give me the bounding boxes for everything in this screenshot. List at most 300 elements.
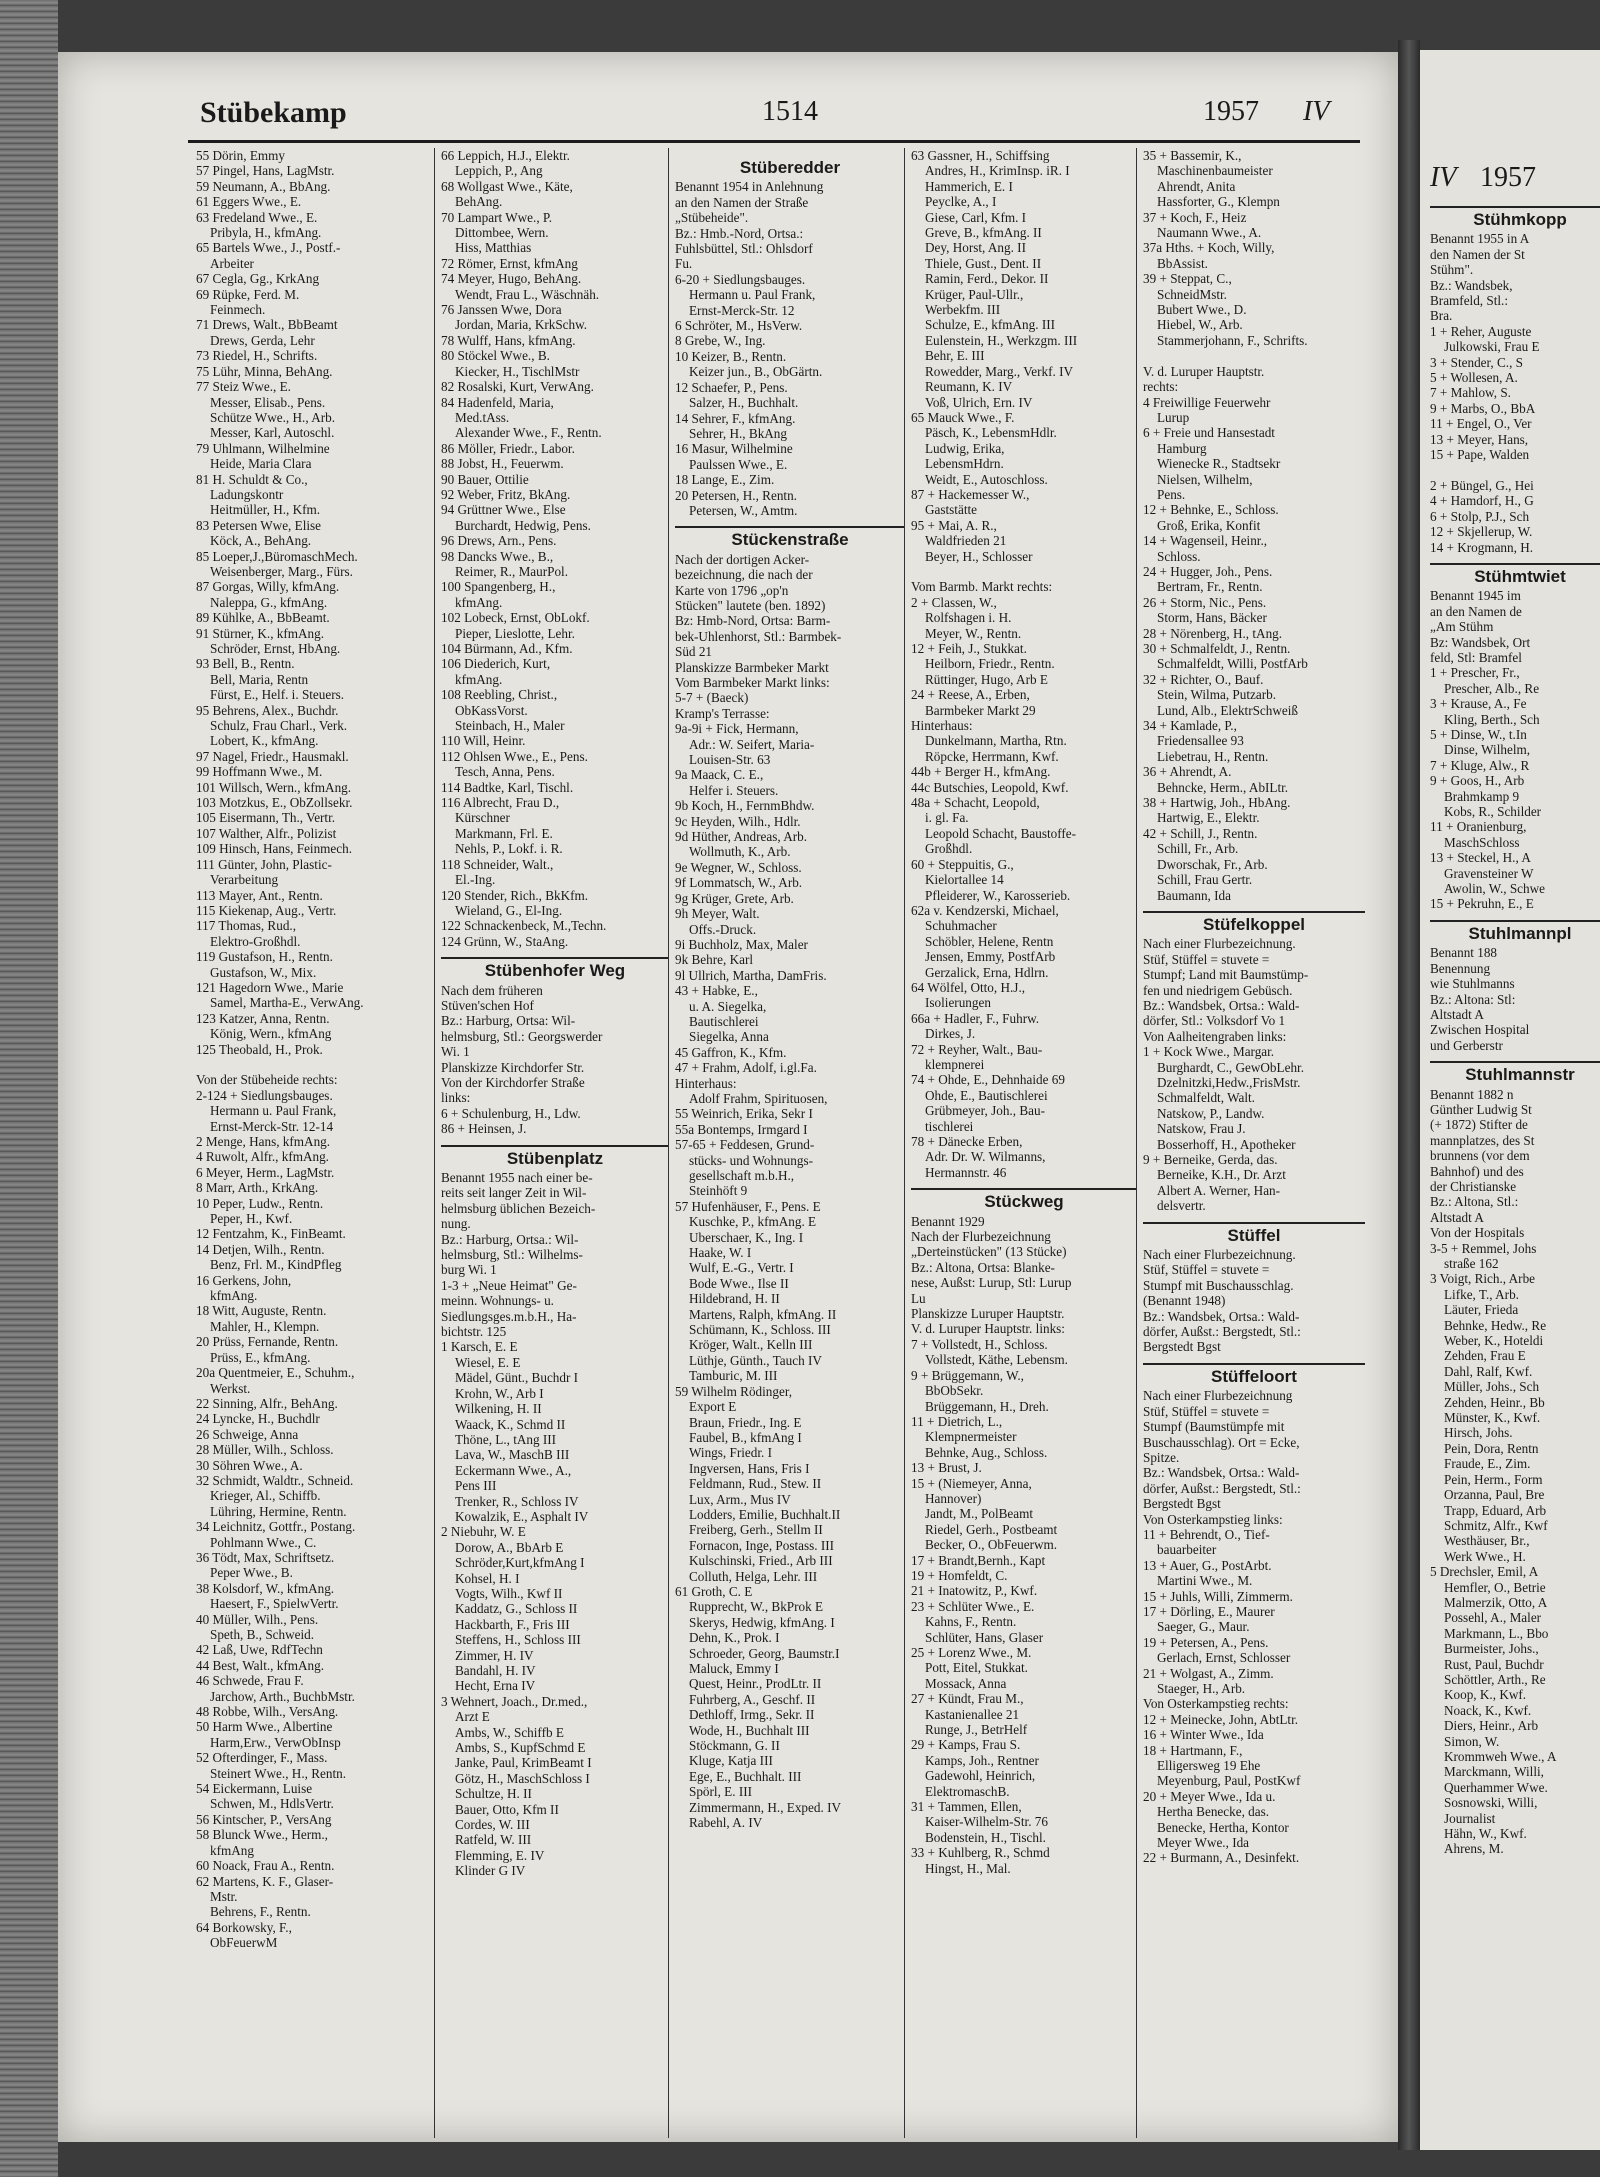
directory-entry: rechts: [1143, 379, 1179, 395]
directory-entry: Mstr. [210, 1888, 238, 1904]
directory-entry: Meyer, W., Rentn. [925, 625, 1022, 641]
directory-entry: Schlüter, Hans, Glaser [925, 1629, 1044, 1645]
directory-entry: SchneidMstr. [1157, 286, 1227, 302]
directory-entry: „Derteinstücken" (13 Stücke) [911, 1244, 1067, 1260]
directory-entry: 99 Hoffmann Wwe., M. [196, 764, 323, 780]
directory-entry: 69 Rüpke, Ferd. M. [196, 286, 300, 302]
directory-entry: Heide, Maria Clara [210, 456, 312, 472]
directory-entry: ObKassVorst. [455, 702, 528, 718]
directory-entry: Steffens, H., Schloss III [455, 1632, 581, 1648]
directory-entry: Bahnhof) und des [1430, 1163, 1524, 1179]
directory-entry: Prescher, Alb., Re [1444, 680, 1540, 696]
directory-entry: 9g Krüger, Grete, Arb. [675, 890, 794, 906]
directory-entry: Hinterhaus: [675, 1075, 737, 1091]
directory-entry: Pein, Dora, Rentn [1444, 1440, 1539, 1456]
directory-entry: 21 + Inatowitz, P., Kwf. [911, 1583, 1038, 1599]
directory-entry: bek-Uhlenhorst, Stl.: Barmbek- [675, 628, 842, 644]
directory-entry: 110 Will, Heinr. [441, 733, 526, 749]
directory-entry: Markmann, Frl. E. [455, 825, 553, 841]
directory-entry: Runge, J., BetrHelf [925, 1722, 1028, 1738]
directory-entry: Weidt, E., Autoschloss. [925, 471, 1048, 487]
directory-entry: 37a Hths. + Koch, Willy, [1143, 240, 1275, 256]
directory-entry: Brahmkamp 9 [1444, 788, 1520, 804]
directory-entry: 6 Meyer, Herm., LagMstr. [196, 1164, 335, 1180]
directory-entry: 125 Theobald, H., Prok. [196, 1041, 323, 1057]
directory-entry: 39 + Steppat, C., [1143, 271, 1232, 287]
directory-entry: Weber, K., Hoteldi [1444, 1333, 1544, 1349]
directory-entry: Stumpf; Land mit Baumstümp- [1143, 967, 1309, 983]
directory-entry: Bodenstein, H., Tischl. [925, 1829, 1046, 1845]
directory-entry: 11 + Behrendt, O., Tief- [1143, 1526, 1270, 1542]
directory-entry: Hannover) [925, 1490, 982, 1506]
directory-entry: 4 + Hamdorf, H., G [1430, 493, 1534, 509]
directory-entry: „Am Stühm [1430, 619, 1494, 635]
directory-entry: 38 Kolsdorf, W., kfmAng. [196, 1580, 335, 1596]
directory-entry: 55a Bontemps, Irmgard I [675, 1121, 808, 1137]
directory-entry: 59 Wilhelm Rödinger, [675, 1383, 793, 1399]
directory-entry: 9h Meyer, Walt. [675, 906, 760, 922]
directory-entry: Pein, Herm., Form [1444, 1471, 1543, 1487]
directory-entry: 57 Hufenhäuser, F., Pens. E [675, 1198, 821, 1214]
directory-entry: Bell, Maria, Rentn [210, 671, 309, 687]
directory-entry: 24 Lyncke, H., Buchdlr [196, 1411, 320, 1427]
directory-entry: Ernst-Merck-Str. 12-14 [210, 1118, 334, 1134]
directory-entry: LebensmHdrn. [925, 456, 1004, 472]
directory-entry: 9b Koch, H., FernmBhdw. [675, 798, 815, 814]
directory-entry: (Benannt 1948) [1143, 1293, 1226, 1309]
directory-entry: Feldmann, Rud., Stew. II [689, 1476, 822, 1492]
directory-column-5 [1136, 148, 1365, 2138]
directory-entry: Zwischen Hospital [1430, 1022, 1530, 1038]
directory-entry: 96 Drews, Arn., Pens. [441, 533, 557, 549]
directory-entry: wie Stuhlmanns [1430, 976, 1515, 992]
directory-entry: 113 Mayer, Ant., Rentn. [196, 887, 323, 903]
directory-entry: Benennung [1430, 960, 1491, 976]
street-section-title: Stückweg [911, 1188, 1137, 1209]
directory-entry: Bz.: Harburg, Ortsa: Wil- [441, 1013, 576, 1029]
directory-entry: Wieland, G., El-Ing. [455, 902, 563, 918]
directory-entry: Münster, K., Kwf. [1444, 1410, 1541, 1426]
directory-entry: Querhammer Wwe. [1444, 1779, 1548, 1795]
directory-entry: nese, Außst: Lurup, Stl: Lurup [911, 1275, 1072, 1291]
directory-entry: Med.tAss. [455, 409, 510, 425]
directory-entry: 13 + Meyer, Hans, [1430, 431, 1529, 447]
directory-entry: Benannt 1955 in A [1430, 231, 1530, 247]
directory-entry: 67 Cegla, Gg., KrkAng [196, 271, 320, 287]
directory-entry: bichtstr. 125 [441, 1324, 507, 1340]
directory-entry: Schloss. [1157, 548, 1201, 564]
directory-entry: 109 Hinsch, Hans, Feinmech. [196, 841, 353, 857]
directory-column-2 [434, 148, 669, 2138]
directory-entry: Kahns, F., Rentn. [925, 1614, 1017, 1630]
directory-entry: 16 + Winter Wwe., Ida [1143, 1727, 1264, 1743]
directory-entry: Hähn, W., Kwf. [1444, 1826, 1527, 1842]
directory-entry: Günther Ludwig St [1430, 1101, 1532, 1117]
directory-entry: Hirsch, Johs. [1444, 1425, 1513, 1441]
directory-entry: Freiberg, Gerh., Stellm II [689, 1522, 823, 1538]
directory-entry: Reimer, R., MaurPol. [455, 563, 569, 579]
page-volume: IV [1303, 96, 1330, 127]
directory-entry: 118 Schneider, Walt., [441, 856, 554, 872]
book-gutter [1398, 40, 1420, 2150]
directory-entry: 72 + Reyher, Walt., Bau- [911, 1041, 1043, 1057]
directory-entry: Keizer jun., B., ObGärtn. [689, 364, 823, 380]
directory-entry: Bauer, Otto, Kfm II [455, 1801, 559, 1817]
directory-entry: Behr, E. III [925, 348, 985, 364]
directory-entry: 6 Schröter, M., HsVerw. [675, 318, 803, 334]
directory-entry: Krommweh Wwe., A [1444, 1749, 1557, 1764]
directory-entry: 62 Martens, K. F., Glaser- [196, 1873, 334, 1889]
directory-entry: Müller, Johs., Sch [1444, 1379, 1540, 1395]
directory-entry: Hermann u. Paul Frank, [210, 1103, 337, 1119]
directory-entry: Pfleiderer, W., Karosserieb. [925, 887, 1071, 903]
directory-entry: Schroeder, Georg, Baumstr.I [689, 1645, 840, 1661]
directory-entry: nung. [441, 1216, 471, 1232]
directory-entry: 63 Gassner, H., Schiffsing [911, 148, 1050, 163]
directory-entry: meinn. Wohnungs- u. [441, 1293, 554, 1309]
directory-entry: 2 Niebuhr, W. E [441, 1524, 526, 1540]
directory-entry: Behnke, Hedw., Re [1444, 1317, 1547, 1333]
directory-entry: dörfer, Außst.: Bergstedt, Stl.: [1143, 1480, 1301, 1496]
directory-entry: 1 + Reher, Auguste [1430, 323, 1532, 339]
directory-entry: Reumann, K. IV [925, 379, 1013, 395]
directory-entry: Hamburg [1157, 440, 1207, 456]
directory-entry: 119 Gustafson, H., Rentn. [196, 949, 333, 965]
directory-entry: 3 Voigt, Rich., Arbe [1430, 1271, 1536, 1287]
directory-entry: 11 + Dietrich, L., [911, 1413, 1003, 1429]
directory-entry: Mahler, H., Klempn. [210, 1318, 320, 1334]
directory-entry: Klinder G IV [455, 1863, 526, 1879]
directory-entry: Noack, K., Kwf. [1444, 1702, 1532, 1718]
directory-entry: Schulze, E., kfmAng. III [925, 317, 1056, 333]
directory-entry: Schöbler, Helene, Rentn [925, 933, 1054, 949]
directory-entry: Lurup [1157, 409, 1190, 425]
directory-entry: Jensen, Emmy, PostfArb [925, 949, 1056, 965]
directory-entry: 18 Lange, E., Zim. [675, 472, 775, 488]
directory-entry: Kulschinski, Fried., Arb III [689, 1553, 833, 1569]
directory-entry: Westhäuser, Br., [1444, 1533, 1530, 1549]
directory-entry: 107 Walther, Alfr., Polizist [196, 825, 337, 841]
directory-entry: Klempnermeister [925, 1429, 1017, 1445]
directory-entry: 9 + Brüggemann, W., [911, 1367, 1024, 1383]
directory-entry: Kaiser-Wilhelm-Str. 76 [925, 1814, 1048, 1830]
directory-entry: 12 + Meinecke, John, AbtLtr. [1143, 1711, 1299, 1727]
directory-entry: kfmAng [210, 1842, 254, 1858]
directory-entry: Leopold Schacht, Baustoffe- [925, 825, 1077, 841]
directory-entry: Hiebel, W., Arb. [1157, 317, 1243, 333]
directory-entry: Großhdl. [925, 841, 973, 857]
directory-entry: 19 + Homfeldt, C. [911, 1567, 1008, 1583]
directory-entry: 75 Lühr, Minna, BehAng. [196, 363, 333, 379]
directory-entry: 9 + Goos, H., Arb [1430, 773, 1525, 789]
directory-entry: Sosnowski, Willi, [1444, 1795, 1538, 1811]
directory-entry: 84 Hadenfeld, Maria, [441, 394, 554, 410]
directory-entry: 77 Steiz Wwe., E. [196, 379, 291, 395]
directory-entry: Voß, Ulrich, Ern. IV [925, 394, 1033, 410]
directory-entry: Giese, Carl, Kfm. I [925, 209, 1027, 225]
directory-column-1 [196, 148, 428, 2138]
page-street-heading: Stübekamp [200, 96, 347, 129]
directory-entry: 93 Bell, B., Rentn. [196, 656, 295, 672]
directory-entry: Stumpf mit Buschausschlag. [1143, 1277, 1294, 1293]
directory-entry: Bz.: Altona, Stl.: [1430, 1194, 1519, 1210]
directory-entry: 2-124 + Siedlungsbauges. [196, 1087, 333, 1103]
directory-entry: 15 + Pape, Walden [1430, 447, 1530, 463]
directory-entry: Waldfrieden 21 [925, 533, 1007, 549]
directory-entry: Nach der Flurbezeichnung [911, 1229, 1051, 1245]
directory-entry: Gerlach, Ernst, Schlosser [1157, 1650, 1291, 1666]
directory-entry: „Stübeheide". [675, 210, 749, 226]
directory-entry: 14 + Wagenseil, Heinr., [1143, 533, 1268, 549]
directory-entry: BehAng. [455, 194, 503, 210]
directory-entry: 43 + Habke, E., [675, 983, 758, 999]
directory-entry: Colluth, Helga, Lehr. III [689, 1568, 818, 1584]
directory-entry: Karte von 1796 „op'n [675, 582, 789, 598]
directory-entry: kfmAng. [210, 1288, 258, 1304]
directory-entry: 38 + Hartwig, Joh., HbAng. [1143, 795, 1291, 811]
directory-entry: Heilborn, Friedr., Rentn. [925, 656, 1055, 672]
directory-entry: 42 + Schill, J., Rentn. [1143, 825, 1258, 841]
street-section-title: Stübenplatz [441, 1145, 669, 1166]
directory-entry: 64 Wölfel, Otto, H.J., [911, 979, 1026, 995]
directory-entry: Riedel, Gerh., Postbeamt [925, 1521, 1058, 1537]
directory-entry: Fornacon, Inge, Postass. III [689, 1537, 835, 1553]
directory-entry: Saeger, G., Maur. [1157, 1619, 1250, 1635]
directory-entry: stücks- und Wohnungs- [689, 1152, 813, 1168]
directory-entry: Bz.: Altona: Stl: [1430, 991, 1516, 1007]
directory-entry: Bosserhoff, H., Apotheker [1157, 1136, 1296, 1152]
directory-entry: Barmbeker Markt 29 [925, 702, 1036, 718]
directory-entry: Wollmuth, K., Arb. [689, 844, 791, 860]
directory-entry: Bra. [1430, 308, 1453, 324]
directory-entry: 74 + Ohde, E., Dehnhaide 69 [911, 1072, 1065, 1088]
directory-entry: 48a + Schacht, Leopold, [911, 795, 1040, 811]
directory-entry: Hingst, H., Mal. [925, 1860, 1011, 1876]
directory-entry: Albert A. Werner, Han- [1157, 1182, 1281, 1198]
directory-entry: Nielsen, Wilhelm, [1157, 471, 1253, 487]
directory-entry: 105 Eisermann, Th., Vertr. [196, 810, 336, 826]
directory-entry: Bz.: Harburg, Ortsa.: Wil- [441, 1231, 579, 1247]
directory-entry: Lüthje, Günth., Tauch IV [689, 1352, 822, 1368]
directory-entry: Pens III [455, 1478, 497, 1494]
directory-entry: Julkowski, Frau E [1444, 339, 1540, 355]
directory-entry: Bz: Wandsbek, Ort [1430, 634, 1531, 650]
directory-entry: 24 + Reese, A., Erben, [911, 687, 1030, 703]
directory-entry: Lühring, Hermine, Rentn. [210, 1503, 347, 1519]
directory-entry: Kling, Berth., Sch [1444, 711, 1540, 727]
directory-entry: Meyenburg, Paul, PostKwf [1157, 1773, 1301, 1789]
directory-entry: 34 + Kamlade, P., [1143, 718, 1237, 734]
directory-entry: 15 + Juhls, Willi, Zimmerm. [1143, 1588, 1293, 1604]
directory-entry: Schümann, K., Schloss. III [689, 1322, 831, 1338]
directory-entry: Bertram, Fr., Rentn. [1157, 579, 1263, 595]
directory-entry: Messer, Elisab., Pens. [210, 394, 326, 410]
directory-entry: Stühm". [1430, 262, 1474, 278]
directory-entry: Stücken" lautete (ben. 1892) [675, 597, 826, 613]
directory-entry: Rupprecht, W., BkProk E [689, 1599, 824, 1615]
directory-entry: Kürschner [455, 810, 510, 826]
directory-entry: Malmerzik, Otto, A [1444, 1594, 1548, 1610]
directory-entry: 9k Behre, Karl [675, 952, 753, 968]
directory-entry: Kastanienallee 21 [925, 1706, 1020, 1722]
directory-entry: Von Osterkampstieg rechts: [1143, 1696, 1289, 1712]
directory-entry: Friedensallee 93 [1157, 733, 1244, 749]
directory-entry: 108 Reebling, Christ., [441, 687, 558, 703]
directory-entry: Stüf, Stüffel = stuvete = [1143, 951, 1270, 967]
directory-entry: Ratfeld, W. III [455, 1832, 532, 1848]
directory-entry: 6-20 + Siedlungsbauges. [675, 271, 806, 287]
directory-entry: burg Wi. 1 [441, 1262, 497, 1278]
directory-entry: Brüggemann, H., Dreh. [925, 1398, 1049, 1414]
directory-entry: 83 Petersen Wwe, Elise [196, 517, 322, 533]
directory-entry: 34 Leichnitz, Gottfr., Postang. [196, 1519, 356, 1535]
directory-entry: Leppich, P., Ang [455, 163, 543, 179]
directory-entry: Pohlmann Wwe., C. [210, 1534, 317, 1550]
directory-entry: Bergstedt Bgst [1143, 1339, 1221, 1355]
directory-entry: Pott, Eitel, Stukkat. [925, 1660, 1028, 1676]
directory-entry: Dorow, A., BbArb E [455, 1539, 564, 1555]
directory-entry: 28 + Nörenberg, H., tAng. [1143, 625, 1283, 641]
directory-entry: reits seit langer Zeit in Wil- [441, 1185, 587, 1201]
directory-entry: Steinbach, H., Maler [455, 718, 565, 734]
directory-entry: Harm,Erw., VerwObInsp [210, 1734, 341, 1750]
directory-entry: Martens, Ralph, kfmAng. II [689, 1306, 837, 1322]
directory-entry: Meyer Wwe., Ida [1157, 1835, 1250, 1851]
directory-entry: Dinse, Wilhelm, [1444, 742, 1531, 758]
directory-entry: Uberschaer, K., Ing. I [689, 1229, 804, 1245]
directory-entry: Werbekfm. III [925, 302, 1001, 318]
right-page-volume: IV [1430, 162, 1457, 193]
directory-entry: Fuhlsbüttel, Stl.: Ohlsdorf [675, 241, 813, 257]
directory-entry: tischlerei [925, 1118, 974, 1134]
directory-entry: Zimmer, H. IV [455, 1647, 534, 1663]
directory-entry: 6 + Freie und Hansestadt [1143, 425, 1275, 441]
directory-entry: 18 + Hartmann, F., [1143, 1742, 1243, 1758]
directory-entry: Stüf, Stüffel = stuvete = [1143, 1262, 1270, 1278]
directory-entry: Nach einer Flurbezeichnung. [1143, 936, 1296, 952]
directory-entry: 20 Petersen, H., Rentn. [675, 487, 797, 503]
directory-entry: mannplatzes, des St [1430, 1132, 1535, 1148]
directory-entry [1430, 463, 1600, 478]
directory-entry: Wings, Friedr. I [689, 1445, 772, 1461]
directory-entry: 47 + Frahm, Adolf, i.gl.Fa. [675, 1060, 817, 1076]
directory-entry: 48 Robbe, Wilh., VersAng. [196, 1704, 339, 1720]
directory-entry: Burchardt, Hedwig, Pens. [455, 517, 591, 533]
directory-entry: Planskizze Barmbeker Markt [675, 659, 829, 675]
directory-entry: Ludwig, Erika, [925, 440, 1005, 456]
directory-entry: Grübmeyer, Joh., Bau- [925, 1103, 1045, 1119]
directory-entry: 22 Sinning, Alfr., BehAng. [196, 1395, 338, 1411]
directory-entry: 10 Keizer, B., Rentn. [675, 348, 787, 364]
directory-entry: Nach einer Flurbezeichnung [1143, 1388, 1293, 1404]
directory-entry: 28 Müller, Wilh., Schloss. [196, 1442, 334, 1458]
directory-entry: Dethloff, Irmg., Sekr. II [689, 1707, 815, 1723]
directory-entry: 87 Gorgas, Willy, kfmAng. [196, 579, 340, 595]
directory-entry: 9f Lommatsch, W., Arb. [675, 875, 803, 891]
directory-entry: Isolierungen [925, 995, 991, 1011]
directory-entry: 65 Mauck Wwe., F. [911, 409, 1015, 425]
directory-entry: Nach dem früheren [441, 982, 543, 998]
directory-entry: Skerys, Hedwig, kfmAng. I [689, 1614, 835, 1630]
directory-entry: 21 + Wolgast, A., Zimm. [1143, 1665, 1274, 1681]
directory-entry: Stumpf (Baumstümpfe mit [1143, 1419, 1285, 1435]
directory-entry: BbObSekr. [925, 1383, 984, 1399]
directory-entry: 26 Schweige, Anna [196, 1426, 299, 1442]
directory-entry: 37 + Koch, F., Heiz [1143, 209, 1247, 225]
directory-entry: Ladungskontr [210, 486, 284, 502]
directory-entry: Faubel, B., kfmAng I [689, 1429, 802, 1445]
directory-entry: 9 + Berneike, Gerda, das. [1143, 1152, 1278, 1167]
directory-entry: Ambs, W., Schiffb E [455, 1724, 564, 1740]
directory-entry: 13 + Steckel, H., A [1430, 850, 1531, 866]
directory-entry: Schöttler, Arth., Re [1444, 1671, 1546, 1687]
directory-entry: Pribyla, H., kfmAng. [210, 225, 322, 241]
directory-entry: 52 Ofterdinger, F., Mass. [196, 1750, 328, 1766]
directory-entry: 3 + Stender, C., S [1430, 354, 1523, 370]
directory-entry: Altstadt A [1430, 1209, 1484, 1225]
directory-entry: Kuschke, P., kfmAng. E [689, 1214, 817, 1230]
directory-entry: 117 Thomas, Rud., [196, 918, 297, 934]
directory-entry: Flemming, E. IV [455, 1847, 545, 1863]
directory-entry: 97 Nagel, Friedr., Hausmakl. [196, 748, 349, 764]
directory-entry: 5 + Dinse, W., t.In [1430, 727, 1527, 742]
directory-entry: Stüf, Stüffel = stuvete = [1143, 1403, 1270, 1419]
directory-entry: Markmann, L., Bbo [1444, 1625, 1549, 1641]
book-page-edge [0, 0, 58, 2177]
street-section-title: Stuhlmannstr [1430, 1061, 1600, 1082]
directory-entry: Bergstedt Bgst [1143, 1496, 1221, 1512]
directory-entry: Benz, Frl. M., KindPfleg [210, 1257, 342, 1273]
directory-entry: Krohn, W., Arb I [455, 1385, 544, 1401]
directory-entry: 102 Lobeck, Ernst, ObLokf. [441, 610, 590, 626]
directory-entry: 6 + Stolp, P.J., Sch [1430, 508, 1530, 524]
directory-entry: 30 Söhren Wwe., A. [196, 1457, 303, 1473]
directory-entry: Dahl, Ralf, Kwf. [1444, 1363, 1533, 1379]
directory-entry: Süd 21 [675, 644, 713, 660]
directory-entry: Diers, Heinr., Arb [1444, 1718, 1539, 1734]
directory-entry: 7 + Kluge, Alw., R [1430, 757, 1530, 773]
directory-entry: Steinert Wwe., H., Rentn. [210, 1765, 347, 1781]
directory-entry: links: [441, 1090, 471, 1106]
directory-entry: 78 Wulff, Hans, kfmAng. [441, 332, 576, 348]
street-section-title: Stüfelkoppel [1143, 911, 1365, 932]
directory-entry: Schütze Wwe., H., Arb. [210, 409, 336, 425]
directory-entry: helmsburg, Stl.: Wilhelms- [441, 1247, 583, 1263]
directory-entry: Benannt 1955 nach einer be- [441, 1170, 593, 1185]
directory-entry: 31 + Tammen, Ellen, [911, 1799, 1022, 1815]
directory-entry: 9d Hüther, Andreas, Arb. [675, 829, 808, 845]
directory-entry: 10 Peper, Ludw., Rentn. [196, 1195, 324, 1211]
street-section-title: Stuhlmannpl [1430, 920, 1600, 941]
directory-entry: V. d. Luruper Hauptstr. links: [911, 1321, 1065, 1337]
directory-entry: Spitze. [1143, 1449, 1180, 1465]
directory-entry: Fu. [675, 256, 693, 272]
directory-entry: Lund, Alb., ElektrSchweiß [1157, 702, 1299, 718]
street-section-title: Stückenstraße [675, 526, 905, 547]
directory-entry: Benecke, Hertha, Kontor [1157, 1819, 1289, 1835]
directory-entry: Bz.: Altona, Ortsa: Blanke- [911, 1259, 1055, 1275]
directory-entry: 56 Kintscher, P., VersAng [196, 1811, 332, 1827]
directory-entry: 87 + Hackemesser W., [911, 486, 1030, 502]
directory-entry: 100 Spangenberg, H., [441, 579, 556, 595]
directory-entry: Behncke, Herm., AbILtr. [1157, 779, 1289, 795]
page-number: 1514 [762, 96, 818, 127]
right-page-column [1430, 198, 1600, 1857]
directory-entry: 35 + Bassemir, K., [1143, 148, 1242, 163]
directory-entry: Quest, Heinr., ProdLtr. II [689, 1676, 822, 1692]
directory-entry: der Christianske [1430, 1178, 1517, 1194]
directory-entry: Stein, Wilma, Putzarb. [1157, 687, 1276, 703]
